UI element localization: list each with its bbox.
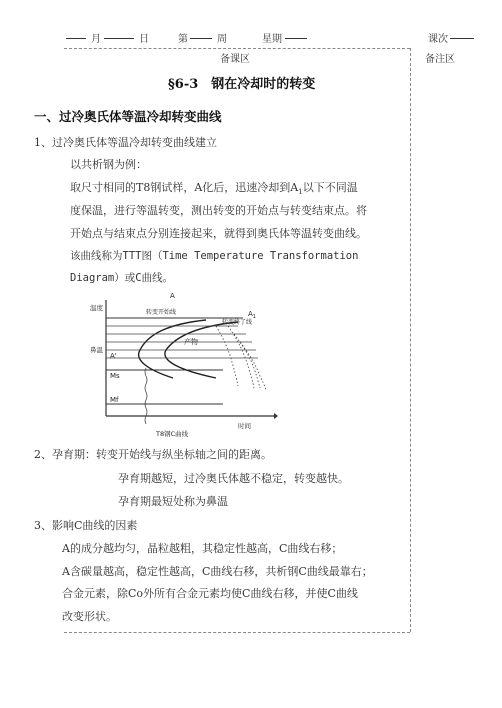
label-end-line: 转变终了线 [222, 319, 253, 326]
label-ms: Ms [110, 372, 120, 380]
item2-line-2: 孕育期最短处称为鼻温 [118, 495, 228, 508]
blank-line-weekday [285, 38, 307, 39]
item2-line-1: 孕育期越短，过冷奥氏体越不稳定，转变越快。 [118, 472, 349, 485]
label-a: A [170, 292, 175, 300]
item2-title: 2、孕育期：转变开始线与纵坐标轴之间的距离。 [34, 448, 272, 461]
month-label: 月 [91, 34, 101, 45]
label-a1: $A_1$ [248, 310, 256, 320]
item1-para-line-4: 该曲线称为TTT图（Time Temperature Transformation [70, 250, 359, 262]
label-a-prime: A' [110, 352, 117, 360]
label-time: 时间 [238, 422, 251, 430]
item1-para-line-1 [70, 179, 358, 196]
item1-para-line-3: 开始点与结束点分别连接起来，就得到奥氏体等温转变曲线。 [70, 227, 367, 240]
x-axis-arrow [274, 413, 278, 419]
y-label-mid: 鼻温 [90, 346, 103, 354]
footer-divider [64, 632, 410, 633]
blank-line-lesson [450, 38, 474, 39]
week-label: 周 [217, 34, 227, 45]
weekday-label: 星期 [262, 34, 282, 45]
ttt-diagram [88, 288, 278, 446]
item1-para-line-5: Diagram）或C曲线。 [70, 272, 174, 284]
item1-title: 1、过冷奥氏体等温冷却转变曲线建立 [34, 136, 217, 149]
blank-line-month [66, 38, 86, 39]
prep-area-label: 备课区 [220, 54, 250, 65]
item3-line-2: A含碳量越高，稳定性越高，C曲线右移，共析钢C曲线最靠右； [62, 565, 373, 578]
week-prefix-label: 第 [178, 34, 188, 45]
header-divider [64, 48, 410, 49]
label-mf: Mf [110, 396, 119, 404]
lesson-label: 课次 [428, 34, 448, 45]
y-label-top: 温度 [90, 304, 103, 312]
notes-area-label: 备注区 [425, 54, 455, 65]
prep-area-divider [410, 48, 411, 632]
label-start-line: 转变开始线 [146, 309, 177, 316]
item1-para-line-1-text: 取尺寸相同的T8钢试样，A化后，迅速冷却到A [70, 181, 299, 194]
day-label: 日 [139, 34, 149, 45]
item1-example: 以共析钢为例： [70, 158, 147, 171]
chart-caption: T8钢C曲线 [156, 430, 189, 438]
item3-line-4: 改变形状。 [62, 610, 117, 623]
blank-line-week [190, 38, 212, 39]
a1-subscript: 1 [298, 188, 303, 197]
cooling-curve-3 [240, 342, 266, 390]
item3-title: 3、影响C曲线的因素 [34, 519, 138, 532]
label-product: 产物 [184, 338, 198, 346]
start-curve [139, 320, 206, 378]
item3-line-3: 合金元素，除Co外所有合金元素均使C曲线右移，并使C曲线 [62, 587, 358, 600]
heading-1: 一、过冷奥氏体等温冷却转变曲线 [34, 109, 222, 124]
item1-para-line-1-tail: 以下不同温 [302, 181, 358, 194]
blank-line-day [104, 38, 134, 39]
item3-line-1: A的成分越均匀，晶粒越粗，其稳定性越高，C曲线右移； [62, 542, 343, 555]
section-title: §6-3 钢在冷却时的转变 [168, 77, 316, 92]
item1-para-line-2: 度保温，进行等温转变，测出转变的开始点与转变结束点。将 [70, 204, 367, 217]
